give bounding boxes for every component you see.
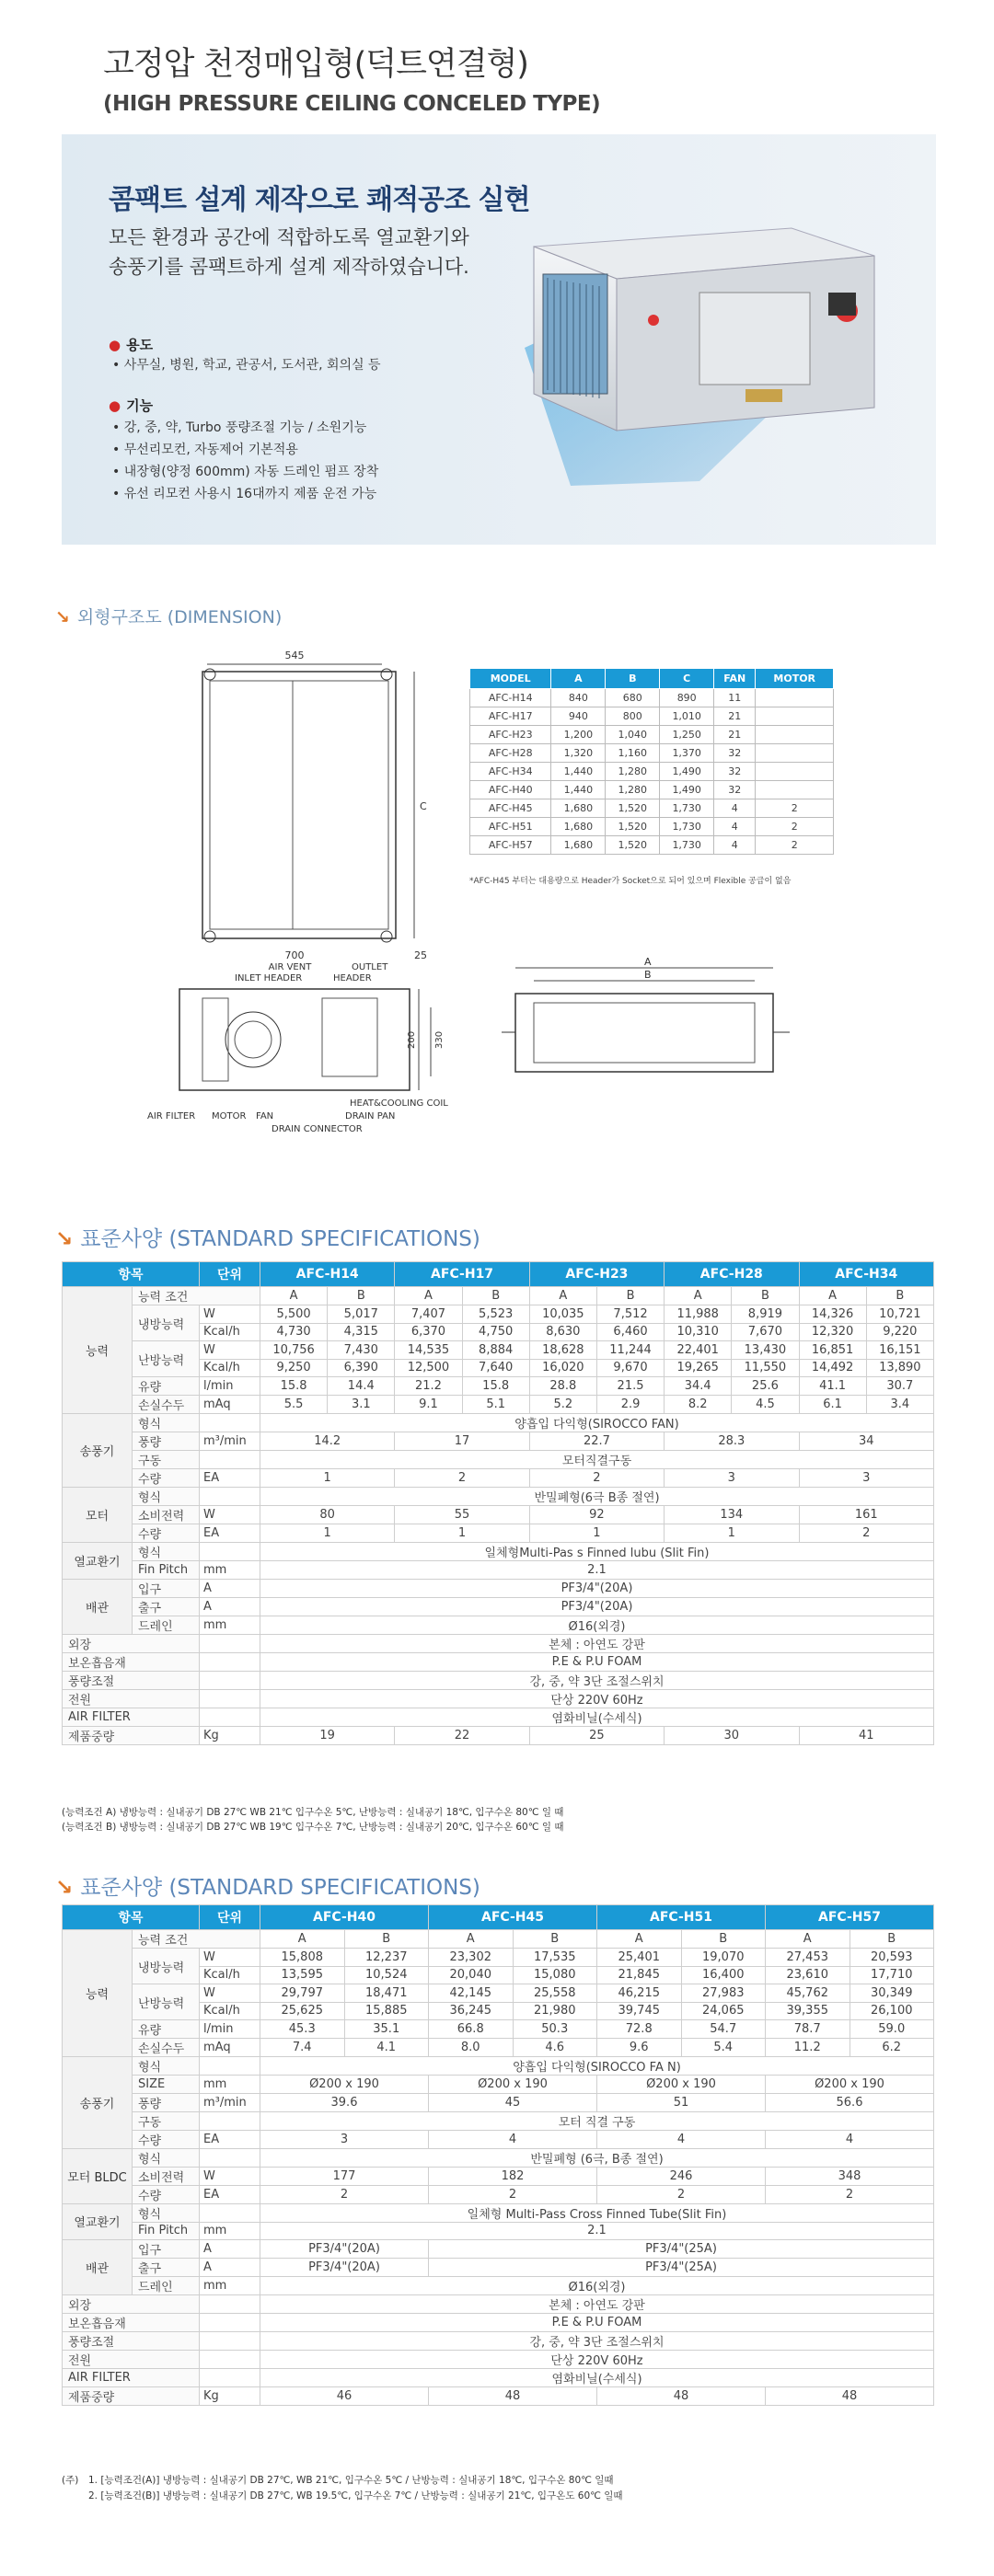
dim-c: C	[420, 800, 427, 812]
usage-item: • 사무실, 병원, 학교, 관공서, 도서관, 회의실 등	[112, 358, 381, 373]
spec1-note: (능력조건 A) 냉방능력 : 실내공기 DB 27℃ WB 21℃ 입구수온 5℃, 난방능력 : 실내공기 18℃, 입구수온 80℃ 일 때	[62, 1807, 564, 1818]
dimension-heading: ↘ 외형구조도 (DIMENSION)	[55, 607, 283, 627]
dim-545: 545	[284, 650, 305, 661]
dimension-top-view	[184, 644, 460, 957]
svg-text:200: 200	[407, 1030, 417, 1049]
hero-desc-1: 모든 환경과 공간에 적합하도록 열교환기와	[109, 226, 469, 248]
usage-title: ● 용도	[109, 337, 154, 353]
svg-text:A: A	[644, 957, 652, 968]
svg-text:INLET HEADER: INLET HEADER	[235, 973, 303, 983]
dimension-row: AFC-H57 1,680 1,520 1,730 4 2	[470, 836, 834, 855]
dimension-row: AFC-H28 1,320 1,160 1,370 32	[470, 744, 834, 763]
spec1-note: (능력조건 B) 냉방능력 : 실내공기 DB 27℃ WB 19℃ 입구수온 7℃, 난방능력 : 실내공기 20℃, 입구수온 60℃ 일 때	[62, 1822, 564, 1833]
dimension-bottom-view	[497, 957, 801, 1095]
page-title: 고정압 천정매입형(덕트연결형)	[103, 46, 528, 83]
spec2-note: 2. [능력조건(B)] 냉방능력 : 실내공기 DB 27℃, WB 19.5℃, 입구수온 7℃ / 난방능력 : 실내공기 21℃, 입구온도 60℃ 일때	[88, 2490, 623, 2501]
function-item: • 내장형(양정 600mm) 자동 드레인 펌프 장착	[112, 465, 379, 479]
svg-text:AIR VENT: AIR VENT	[268, 962, 312, 972]
spec2-note-mark: (주)	[62, 2475, 79, 2486]
dimension-row: AFC-H40 1,440 1,280 1,490 32	[470, 781, 834, 799]
svg-text:HEADER: HEADER	[333, 973, 372, 983]
svg-text:AIR FILTER: AIR FILTER	[147, 1111, 196, 1121]
svg-text:700: 700	[284, 949, 305, 961]
function-item: • 강, 중, 약, Turbo 풍량조절 기능 / 소원기능	[112, 420, 367, 435]
dimension-front-view	[138, 948, 469, 1159]
svg-text:OUTLET: OUTLET	[352, 962, 388, 972]
spec1-heading: ↘ 표준사양 (STANDARD SPECIFICATIONS)	[55, 1227, 480, 1251]
spec-table-1: 항목 단위 AFC-H14 AFC-H17 AFC-H23 AFC-H28 AFC-H34 능력 능력 조건 A B A B A B A B A B 냉방능력 W 5,500 5,017 7,407 5,523 10,035 7,512 11,988 8,919 14,326 10,721 Kcal/h 4,730 4,315 6,370 4,750 8,630 6,460 10,310 7,670 12,320 9,220 난방능력 W 10,756 7,430 14,535 8,884 18,628 11,244 22,401 13,430 16,851 16,151 Kcal/h 9,250 6,390 12,500 7,640 16,020 9,670 19,265 11,550 14,492 13,890 유량 l/min 15.8 14.4 21.2 15.8 28.8 21.5 34.4 25.6 41.1 30.7 손실수두 mAq 5.5 3.1 9.1 5.1 5.2 2.9 8.2 4.5 6.1 3.4 송풍기 형식 양흡입 다익형(SIROCCO FAN) 풍량 m³/min 14.2 17 22.7 28.3 34 구동 모터직결구동 수량 EA 1 2 2 3 3 모터 형식 반밀폐형(6극 B종 절연) 소비전력 W 80 55 92 134 161 수량 EA 1 1 1 1 2 열교환기 형식 일체형Multi-Pas s Finned lubu (Slit Fin) Fin Pitch mm 2.1 배관 입구 A PF3/4"(20A) 출구 A PF3/4"(20A) 드레인 mm Ø16(외경) 외장 본체 : 아연도 강판 보온흡음재 P.E & P.U FOAM 풍량조절 강, 중, 약 3단 조절스위치 전원 단상 220V 60Hz AIR FILTER 염화비닐(수세식) 제품중량 Kg 19 22 25 30 41	[62, 1261, 934, 1745]
dimension-row: AFC-H34 1,440 1,280 1,490 32	[470, 763, 834, 781]
spec2-note: 1. [능력조건(A)] 냉방능력 : 실내공기 DB 27℃, WB 21℃, 입구수온 5℃ / 난방능력 : 실내공기 18℃, 입구수온 80℃ 일때	[88, 2475, 614, 2486]
hero-desc-2: 송풍기를 콤팩트하게 설계 제작하였습니다.	[109, 256, 469, 278]
page-subtitle: (HIGH PRESSURE CEILING CONCELED TYPE)	[103, 92, 601, 116]
svg-text:330: 330	[434, 1030, 445, 1049]
hero-headline: 콤팩트 설계 제작으로 쾌적공조 실현	[109, 184, 530, 216]
function-title: ● 기능	[109, 397, 154, 414]
dimension-row: AFC-H45 1,680 1,520 1,730 4 2	[470, 799, 834, 818]
dimension-note: *AFC-H45 부터는 대용량으로 Header가 Socket으로 되어 있으며 Flexible 공급이 없음	[469, 877, 792, 886]
spec2-heading: ↘ 표준사양 (STANDARD SPECIFICATIONS)	[55, 1876, 480, 1900]
function-item: • 유선 리모컨 사용시 16대까지 제품 운전 가능	[112, 487, 377, 501]
dimension-row: AFC-H51 1,680 1,520 1,730 4 2	[470, 818, 834, 836]
svg-text:DRAIN CONNECTOR: DRAIN CONNECTOR	[272, 1124, 363, 1134]
svg-text:FAN: FAN	[256, 1111, 274, 1121]
svg-text:HEAT&COOLING COIL: HEAT&COOLING COIL	[350, 1098, 448, 1109]
svg-text:B: B	[644, 969, 652, 981]
dimension-table: MODEL A B C FAN MOTOR AFC-H14 840 680 890 11 AFC-H17 940 800 1,010 21 AFC-H23 1,200 1,040 1,250 21 AFC-H28 1,320 1,160 1,370 32 AFC-H34 1,440 1,280 1,490 32 AFC-H40 1,440 1,280 1,490 32 AFC-H45 1,680 1,520 1,730 4 2 AFC-H51 1,680 1,520 1,730 4 2 AFC-H57 1,680 1,520 1,730 4 2	[469, 668, 834, 855]
svg-text:DRAIN PAN: DRAIN PAN	[345, 1111, 396, 1121]
function-item: • 무선리모컨, 자동제어 기본적용	[112, 443, 298, 457]
spec-table-2: 항목 단위 AFC-H40 AFC-H45 AFC-H51 AFC-H57 능력 능력 조건 A B A B A B A B 냉방능력 W 15,808 12,237 23,302 17,535 25,401 19,070 27,453 20,593 Kcal/h 13,595 10,524 20,040 15,080 21,845 16,400 23,610 17,710 난방능력 W 29,797 18,471 42,145 25,558 46,215 27,983 45,762 30,349 Kcal/h 25,625 15,885 36,245 21,980 39,745 24,065 39,355 26,100 유량 l/min 45.3 35.1 66.8 50.3 72.8 54.7 78.7 59.0 손실수두 mAq 7.4 4.1 8.0 4.6 9.6 5.4 11.2 6.2 송풍기 형식 양흡입 다익형(SIROCCO FA N) SIZE mm Ø200 x 190 Ø200 x 190 Ø200 x 190 Ø200 x 190 풍량 m³/min 39.6 45 51 56.6 구동 모터 직결 구동 수량 EA 3 4 4 4 모터 BLDC 형식 반밀폐형 (6극, B종 절연) 소비전력 W 177 182 246 348 수량 EA 2 2 2 2 열교환기 형식 일체형 Multi-Pass Cross Finned Tube(Slit Fin) Fin Pitch mm 2.1 배관 입구 A PF3/4"(20A) PF3/4"(25A) 출구 A PF3/4"(20A) PF3/4"(25A) 드레인 mm Ø16(외경) 외장 본체 : 아연도 강판 보온흡음재 P.E & P.U FOAM 풍량조절 강, 중, 약 3단 조절스위치 전원 단상 220V 60Hz AIR FILTER 염화비닐(수세식) 제품중량 Kg 46 48 48 48	[62, 1904, 934, 2406]
dimension-row: AFC-H23 1,200 1,040 1,250 21	[470, 726, 834, 744]
product-illustration	[515, 210, 902, 486]
dimension-row: AFC-H14 840 680 890 11	[470, 689, 834, 707]
dimension-row: AFC-H17 940 800 1,010 21	[470, 707, 834, 726]
svg-text:25: 25	[414, 949, 427, 961]
svg-text:MOTOR: MOTOR	[212, 1111, 247, 1121]
